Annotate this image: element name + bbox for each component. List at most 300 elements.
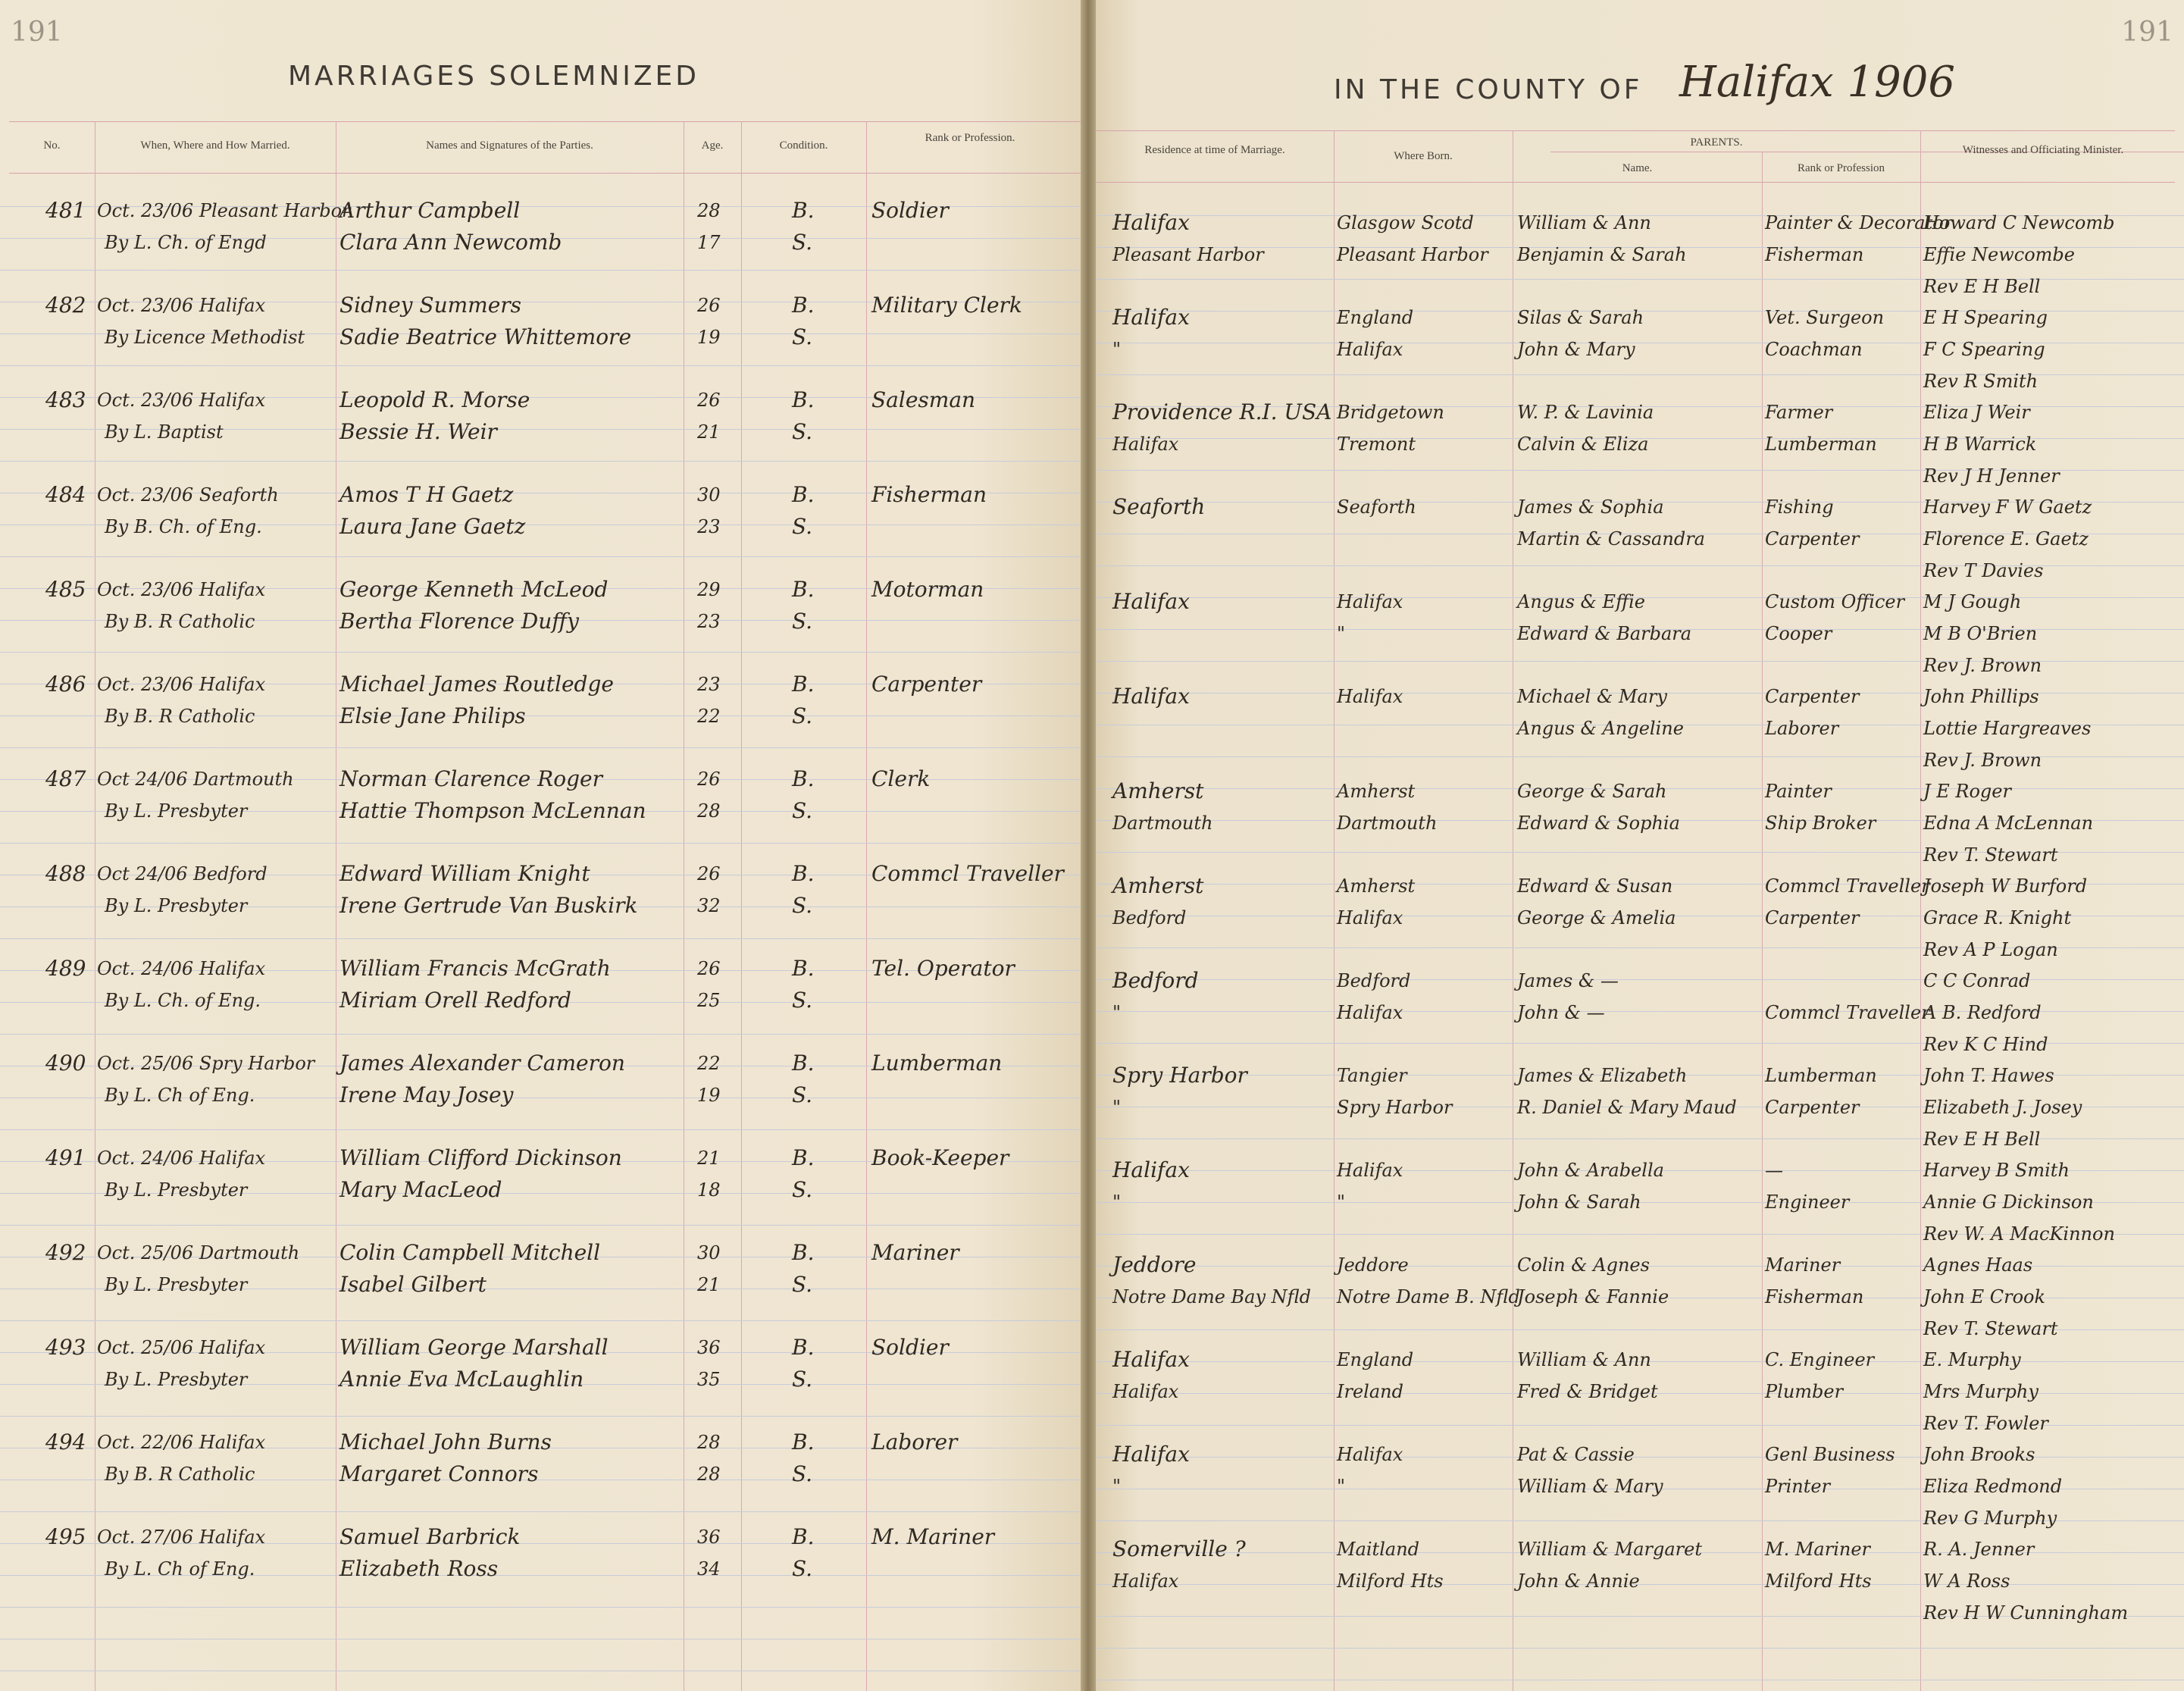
witness-2: W A Ross — [1923, 1570, 2010, 1592]
bride-age: 19 — [697, 1085, 721, 1106]
bride-parents-profession: Ship Broker — [1765, 813, 1876, 834]
bride-birthplace: Notre Dame B. Nfld — [1337, 1286, 1520, 1307]
marriage-method: By L. Baptist — [105, 421, 224, 443]
witness-2: H B Warrick — [1923, 434, 2037, 455]
rank-profession: M. Mariner — [871, 1524, 995, 1549]
groom-condition: B. — [792, 1051, 815, 1076]
bride-name: Laura Jane Gaetz — [339, 514, 526, 539]
witness-2: Elizabeth J. Josey — [1923, 1097, 2082, 1118]
page-number: 191 — [2121, 17, 2173, 48]
groom-age: 28 — [697, 200, 721, 221]
bride-parents-profession: Milford Hts — [1765, 1570, 1872, 1592]
bride-parents: John & Mary — [1517, 339, 1635, 360]
bride-age: 28 — [697, 1464, 721, 1485]
bride-name: Isabel Gilbert — [339, 1272, 487, 1297]
bride-parents-profession: Fisherman — [1765, 244, 1864, 265]
officiating-minister: Rev T. Fowler — [1923, 1413, 2048, 1434]
groom-birthplace: Tangier — [1337, 1065, 1407, 1086]
witness-2: Annie G Dickinson — [1923, 1192, 2094, 1213]
groom-parents: W. P. & Lavinia — [1517, 402, 1654, 423]
marriage-method: By B. R Catholic — [105, 706, 255, 727]
bride-parents-profession: Carpenter — [1765, 907, 1860, 928]
groom-parents: Angus & Effie — [1517, 591, 1645, 612]
entry-number: 493 — [45, 1335, 86, 1360]
bride-name: Annie Eva McLaughlin — [339, 1367, 584, 1392]
bride-parents: John & Annie — [1517, 1570, 1640, 1592]
bride-condition: S. — [792, 419, 813, 444]
officiating-minister: Rev J. Brown — [1923, 750, 2042, 771]
groom-parents-profession: Vet. Surgeon — [1765, 307, 1885, 328]
header-no: No. — [43, 139, 61, 152]
ruled-line — [0, 1129, 1081, 1130]
ruled-line — [1096, 1648, 2184, 1649]
witness-2: Eliza Redmond — [1923, 1476, 2063, 1497]
witness-1: Joseph W Burford — [1923, 875, 2088, 897]
groom-birthplace: Halifax — [1337, 1444, 1403, 1465]
header-rank: Rank or Profession. — [925, 132, 1015, 144]
entry-number: 482 — [45, 293, 86, 318]
bride-residence: Dartmouth — [1112, 813, 1213, 834]
groom-residence: Halifax — [1112, 1442, 1190, 1467]
bride-birthplace: Spry Harbor — [1337, 1097, 1453, 1118]
ruled-line — [0, 270, 1081, 271]
entry-number: 495 — [45, 1524, 86, 1549]
marriage-date-place: Oct. 24/06 Halifax — [97, 1148, 266, 1169]
witness-1: R. A. Jenner — [1923, 1539, 2035, 1560]
groom-residence: Halifax — [1112, 210, 1190, 235]
bride-age: 28 — [697, 800, 721, 822]
rank-profession: Salesman — [871, 387, 976, 412]
bride-name: Hattie Thompson McLennan — [339, 798, 646, 823]
groom-condition: B. — [792, 766, 815, 791]
entry-number: 490 — [45, 1051, 86, 1076]
groom-condition: B. — [792, 198, 815, 223]
rank-profession: Fisherman — [871, 482, 987, 507]
groom-parents-profession: Commcl Traveller — [1765, 875, 1930, 897]
marriage-method: By L. Presbyter — [105, 1179, 248, 1201]
groom-age: 26 — [697, 769, 721, 790]
groom-name: Amos T H Gaetz — [339, 482, 514, 507]
groom-birthplace: Halifax — [1337, 591, 1403, 612]
witness-2: Grace R. Knight — [1923, 907, 2072, 928]
header-when-where: When, Where and How Married. — [140, 139, 290, 152]
header-where-born: Where Born. — [1394, 150, 1453, 162]
bride-condition: S. — [792, 1556, 813, 1581]
bride-age: 22 — [697, 706, 721, 727]
groom-condition: B. — [792, 956, 815, 981]
bride-birthplace: Ireland — [1337, 1381, 1403, 1402]
groom-residence: Providence R.I. USA — [1112, 399, 1332, 424]
witness-2: Effie Newcombe — [1923, 244, 2075, 265]
right-page — [1096, 0, 2184, 1691]
bride-parents-profession: Cooper — [1765, 623, 1832, 644]
bride-residence: Halifax — [1112, 1570, 1179, 1592]
witness-2: John E Crook — [1923, 1286, 2046, 1307]
groom-age: 22 — [697, 1053, 721, 1074]
groom-birthplace: Jeddore — [1337, 1254, 1409, 1276]
groom-name: Edward William Knight — [339, 861, 590, 886]
groom-parents: James & — — [1517, 970, 1619, 991]
marriage-date-place: Oct. 25/06 Halifax — [97, 1337, 266, 1358]
bride-residence: Halifax — [1112, 1381, 1179, 1402]
bride-condition: S. — [792, 893, 813, 918]
bride-condition: S. — [792, 1177, 813, 1202]
groom-parents-profession: Painter & Decorator — [1765, 212, 1953, 233]
groom-residence: Halifax — [1112, 1157, 1190, 1182]
groom-residence: Halifax — [1112, 305, 1190, 330]
header-age: Age. — [701, 139, 724, 152]
bride-parents: George & Amelia — [1517, 907, 1676, 928]
marriage-date-place: Oct. 22/06 Halifax — [97, 1432, 266, 1453]
bride-name: Irene Gertrude Van Buskirk — [339, 893, 638, 918]
groom-parents: William & Ann — [1517, 1349, 1651, 1370]
bride-residence: " — [1112, 1192, 1122, 1213]
entry-number: 488 — [45, 861, 86, 886]
marriage-method: By B. R Catholic — [105, 1464, 255, 1485]
entry-number: 485 — [45, 577, 86, 602]
bride-age: 21 — [697, 1274, 721, 1295]
groom-parents: William & Margaret — [1517, 1539, 1702, 1560]
bride-condition: S. — [792, 988, 813, 1013]
officiating-minister: Rev E H Bell — [1923, 276, 2041, 297]
page-title: MARRIAGES SOLEMNIZED — [288, 61, 699, 92]
marriage-method: By B. Ch. of Eng. — [105, 516, 262, 537]
bride-parents-profession: Commcl Traveller — [1765, 1002, 1930, 1023]
ruled-line — [0, 1416, 1081, 1417]
groom-parents: Silas & Sarah — [1517, 307, 1644, 328]
bride-condition: S. — [792, 324, 813, 349]
marriage-date-place: Oct. 25/06 Dartmouth — [97, 1242, 300, 1264]
bride-name: Bessie H. Weir — [339, 419, 497, 444]
bride-parents: John & — — [1517, 1002, 1605, 1023]
groom-condition: B. — [792, 577, 815, 602]
bride-condition: S. — [792, 1272, 813, 1297]
bride-age: 34 — [697, 1558, 721, 1580]
groom-birthplace: Glasgow Scotd — [1337, 212, 1474, 233]
rank-profession: Commcl Traveller — [871, 861, 1064, 886]
marriage-date-place: Oct. 23/06 Seaforth — [97, 484, 279, 506]
rank-profession: Book-Keeper — [871, 1145, 1009, 1170]
groom-birthplace: Maitland — [1337, 1539, 1420, 1560]
witness-1: E H Spearing — [1923, 307, 2048, 328]
witness-1: Howard C Newcomb — [1923, 212, 2115, 233]
bride-condition: S. — [792, 1461, 813, 1486]
officiating-minister: Rev A P Logan — [1923, 939, 2058, 960]
officiating-minister: Rev R Smith — [1923, 371, 2039, 392]
marriage-method: By L. Ch of Eng. — [105, 1558, 255, 1580]
groom-parents-profession: — — [1765, 1160, 1783, 1181]
bride-age: 21 — [697, 421, 721, 443]
bride-parents-profession: Plumber — [1765, 1381, 1844, 1402]
witness-2: M B O'Brien — [1923, 623, 2038, 644]
ruled-line — [0, 652, 1081, 653]
bride-name: Elizabeth Ross — [339, 1556, 499, 1581]
groom-condition: B. — [792, 861, 815, 886]
groom-parents-profession: Carpenter — [1765, 686, 1860, 707]
groom-residence: Amherst — [1112, 873, 1204, 898]
bride-condition: S. — [792, 609, 813, 634]
marriage-date-place: Oct. 25/06 Spry Harbor — [97, 1053, 315, 1074]
groom-parents: Pat & Cassie — [1517, 1444, 1635, 1465]
groom-name: Michael James Routledge — [339, 672, 614, 697]
officiating-minister: Rev H W Cunningham — [1923, 1602, 2129, 1624]
groom-condition: B. — [792, 1430, 815, 1455]
ruled-line — [0, 556, 1081, 557]
officiating-minister: Rev T. Stewart — [1923, 1318, 2058, 1339]
groom-residence: Halifax — [1112, 589, 1190, 614]
ruled-line — [0, 1225, 1081, 1226]
groom-name: George Kenneth McLeod — [339, 577, 609, 602]
ruled-line — [0, 1320, 1081, 1321]
marriage-method: By B. R Catholic — [105, 611, 255, 632]
groom-condition: B. — [792, 672, 815, 697]
bride-parents: Joseph & Fannie — [1517, 1286, 1669, 1307]
groom-age: 26 — [697, 863, 721, 885]
groom-residence: Amherst — [1112, 778, 1204, 803]
page-title-handwritten: Halifax 1906 — [1679, 58, 1956, 107]
groom-age: 23 — [697, 674, 721, 695]
groom-condition: B. — [792, 1145, 815, 1170]
groom-residence: Somerville ? — [1112, 1536, 1246, 1561]
groom-age: 36 — [697, 1527, 721, 1548]
bride-name: Miriam Orell Redford — [339, 988, 571, 1013]
groom-parents-profession: Custom Officer — [1765, 591, 1905, 612]
groom-birthplace: Amherst — [1337, 781, 1416, 802]
groom-parents: James & Elizabeth — [1517, 1065, 1688, 1086]
officiating-minister: Rev T. Stewart — [1923, 844, 2058, 866]
marriage-method: By L. Ch. of Engd — [105, 232, 267, 253]
header-bottom-rule — [9, 173, 1081, 174]
groom-age: 26 — [697, 295, 721, 316]
bride-condition: S. — [792, 514, 813, 539]
witness-2: Edna A McLennan — [1923, 813, 2094, 834]
groom-age: 26 — [697, 390, 721, 411]
ruled-line — [0, 938, 1081, 939]
groom-name: Colin Campbell Mitchell — [339, 1240, 601, 1265]
marriage-method: By L. Presbyter — [105, 1274, 248, 1295]
entry-number: 481 — [45, 198, 86, 223]
witness-1: Harvey F W Gaetz — [1923, 496, 2092, 518]
header-top-rule — [1096, 130, 2175, 131]
witness-1: M J Gough — [1923, 591, 2022, 612]
book-gutter — [1081, 0, 1096, 1691]
groom-parents: George & Sarah — [1517, 781, 1667, 802]
bride-parents: William & Mary — [1517, 1476, 1663, 1497]
groom-parents-profession: Fishing — [1765, 496, 1834, 518]
officiating-minister: Rev J. Brown — [1923, 655, 2042, 676]
officiating-minister: Rev E H Bell — [1923, 1129, 2041, 1150]
groom-name: Sidney Summers — [339, 293, 522, 318]
groom-age: 21 — [697, 1148, 721, 1169]
groom-parents-profession: Painter — [1765, 781, 1832, 802]
ruled-line — [0, 1607, 1081, 1608]
entry-number: 489 — [45, 956, 86, 981]
marriage-date-place: Oct. 23/06 Pleasant Harbor — [97, 200, 351, 221]
bride-condition: S. — [792, 798, 813, 823]
bride-name: Margaret Connors — [339, 1461, 539, 1486]
bride-parents: R. Daniel & Mary Maud — [1517, 1097, 1737, 1118]
bride-name: Clara Ann Newcomb — [339, 230, 562, 255]
rank-profession: Soldier — [871, 198, 949, 223]
officiating-minister: Rev K C Hind — [1923, 1034, 2048, 1055]
witness-1: Harvey B Smith — [1923, 1160, 2070, 1181]
bride-age: 17 — [697, 232, 721, 253]
entry-number: 487 — [45, 766, 86, 791]
groom-condition: B. — [792, 1240, 815, 1265]
bride-parents: Benjamin & Sarah — [1517, 244, 1687, 265]
witness-1: J E Roger — [1923, 781, 2011, 802]
groom-age: 30 — [697, 1242, 721, 1264]
bride-birthplace: " — [1337, 1476, 1346, 1497]
marriage-date-place: Oct. 27/06 Halifax — [97, 1527, 266, 1548]
groom-condition: B. — [792, 1335, 815, 1360]
groom-name: James Alexander Cameron — [339, 1051, 625, 1076]
marriage-method: By Licence Methodist — [105, 327, 305, 348]
groom-name: Norman Clarence Roger — [339, 766, 602, 791]
left-page — [0, 0, 1081, 1691]
groom-residence: Halifax — [1112, 684, 1190, 709]
entry-number: 484 — [45, 482, 86, 507]
groom-parents-profession: Lumberman — [1765, 1065, 1877, 1086]
groom-name: Leopold R. Morse — [339, 387, 530, 412]
header-names: Names and Signatures of the Parties. — [426, 139, 593, 152]
ruled-line — [1096, 1584, 2184, 1585]
bride-name: Elsie Jane Philips — [339, 703, 526, 728]
bride-parents-profession: Lumberman — [1765, 434, 1877, 455]
bride-residence: " — [1112, 1097, 1122, 1118]
witness-1: C C Conrad — [1923, 970, 2031, 991]
groom-name: Michael John Burns — [339, 1430, 552, 1455]
entry-number: 483 — [45, 387, 86, 412]
ruled-line — [0, 1034, 1081, 1035]
groom-age: 36 — [697, 1337, 721, 1358]
bride-condition: S. — [792, 1367, 813, 1392]
groom-residence: Bedford — [1112, 968, 1199, 993]
marriage-date-place: Oct 24/06 Dartmouth — [97, 769, 294, 790]
bride-parents-profession: Engineer — [1765, 1192, 1850, 1213]
witness-1: Agnes Haas — [1923, 1254, 2033, 1276]
bride-parents-profession: Coachman — [1765, 339, 1863, 360]
groom-residence: Spry Harbor — [1112, 1063, 1247, 1088]
bride-parents: Angus & Angeline — [1517, 718, 1684, 739]
bride-condition: S. — [792, 1082, 813, 1107]
rank-profession: Motorman — [871, 577, 984, 602]
groom-parents-profession: M. Mariner — [1765, 1539, 1870, 1560]
groom-age: 29 — [697, 579, 721, 600]
bride-birthplace: Halifax — [1337, 339, 1403, 360]
bride-birthplace: Halifax — [1337, 1002, 1403, 1023]
bride-name: Irene May Josey — [339, 1082, 514, 1107]
header-parents: PARENTS. — [1690, 136, 1743, 149]
groom-parents: William & Ann — [1517, 212, 1651, 233]
marriage-method: By L. Presbyter — [105, 895, 248, 916]
groom-age: 28 — [697, 1432, 721, 1453]
groom-parents: James & Sophia — [1517, 496, 1664, 518]
witness-1: John Brooks — [1923, 1444, 2035, 1465]
entry-number: 491 — [45, 1145, 86, 1170]
ruled-line — [0, 461, 1081, 462]
bride-birthplace: Milford Hts — [1337, 1570, 1444, 1592]
groom-parents-profession: C. Engineer — [1765, 1349, 1875, 1370]
bride-parents-profession: Fisherman — [1765, 1286, 1864, 1307]
witness-2: F C Spearing — [1923, 339, 2045, 360]
groom-parents-profession: Genl Business — [1765, 1444, 1895, 1465]
officiating-minister: Rev T Davies — [1923, 560, 2044, 581]
bride-age: 32 — [697, 895, 721, 916]
bride-birthplace: Halifax — [1337, 907, 1403, 928]
groom-parents: Edward & Susan — [1517, 875, 1673, 897]
bride-parents: Fred & Bridget — [1517, 1381, 1658, 1402]
groom-birthplace: Bridgetown — [1337, 402, 1444, 423]
marriage-method: By L. Presbyter — [105, 1369, 248, 1390]
groom-name: William Clifford Dickinson — [339, 1145, 622, 1170]
officiating-minister: Rev J H Jenner — [1923, 465, 2060, 487]
groom-residence: Halifax — [1112, 1347, 1190, 1372]
bride-birthplace: Dartmouth — [1337, 813, 1438, 834]
groom-name: Samuel Barbrick — [339, 1524, 521, 1549]
entry-number: 492 — [45, 1240, 86, 1265]
column-divider — [1762, 152, 1763, 1691]
bride-birthplace: " — [1337, 623, 1346, 644]
groom-parents: Colin & Agnes — [1517, 1254, 1650, 1276]
marriage-date-place: Oct. 23/06 Halifax — [97, 579, 266, 600]
entry-number: 494 — [45, 1430, 86, 1455]
bride-birthplace: Tremont — [1337, 434, 1416, 455]
ruled-line — [0, 843, 1081, 844]
groom-birthplace: Halifax — [1337, 686, 1403, 707]
ruled-line — [0, 1511, 1081, 1512]
witness-2: Lottie Hargreaves — [1923, 718, 2092, 739]
groom-birthplace: Bedford — [1337, 970, 1411, 991]
bride-residence: Pleasant Harbor — [1112, 244, 1264, 265]
officiating-minister: Rev W. A MacKinnon — [1923, 1223, 2115, 1245]
bride-parents-profession: Laborer — [1765, 718, 1839, 739]
witness-1: John T. Hawes — [1923, 1065, 2054, 1086]
witness-2: Florence E. Gaetz — [1923, 528, 2089, 550]
bride-parents: Martin & Cassandra — [1517, 528, 1705, 550]
rank-profession: Clerk — [871, 766, 931, 791]
bride-parents: Edward & Barbara — [1517, 623, 1692, 644]
header-parents-rank: Rank or Profession — [1798, 162, 1885, 174]
marriage-date-place: Oct 24/06 Bedford — [97, 863, 268, 885]
header-bottom-rule — [1096, 182, 2175, 183]
groom-condition: B. — [792, 387, 815, 412]
ruled-line — [0, 747, 1081, 748]
marriage-date-place: Oct. 23/06 Halifax — [97, 390, 266, 411]
marriage-date-place: Oct. 23/06 Halifax — [97, 295, 266, 316]
bride-parents: Calvin & Eliza — [1517, 434, 1649, 455]
bride-age: 25 — [697, 990, 721, 1011]
bride-residence: " — [1112, 339, 1122, 360]
witness-2: Mrs Murphy — [1923, 1381, 2039, 1402]
marriage-method: By L. Ch. of Eng. — [105, 990, 261, 1011]
groom-parents: John & Arabella — [1517, 1160, 1664, 1181]
rank-profession: Laborer — [871, 1430, 958, 1455]
bride-birthplace: " — [1337, 1192, 1346, 1213]
groom-residence: Seaforth — [1112, 494, 1206, 519]
rank-profession: Lumberman — [871, 1051, 1003, 1076]
marriage-method: By L. Ch of Eng. — [105, 1085, 255, 1106]
groom-parents-profession: Farmer — [1765, 402, 1833, 423]
bride-condition: S. — [792, 230, 813, 255]
header-witnesses: Witnesses and Officiating Minister. — [1962, 144, 2124, 156]
page-title-printed: IN THE COUNTY OF — [1334, 74, 1643, 105]
bride-parents: John & Sarah — [1517, 1192, 1641, 1213]
witness-1: John Phillips — [1923, 686, 2039, 707]
rank-profession: Carpenter — [871, 672, 982, 697]
bride-name: Bertha Florence Duffy — [339, 609, 579, 634]
groom-birthplace: Seaforth — [1337, 496, 1416, 518]
